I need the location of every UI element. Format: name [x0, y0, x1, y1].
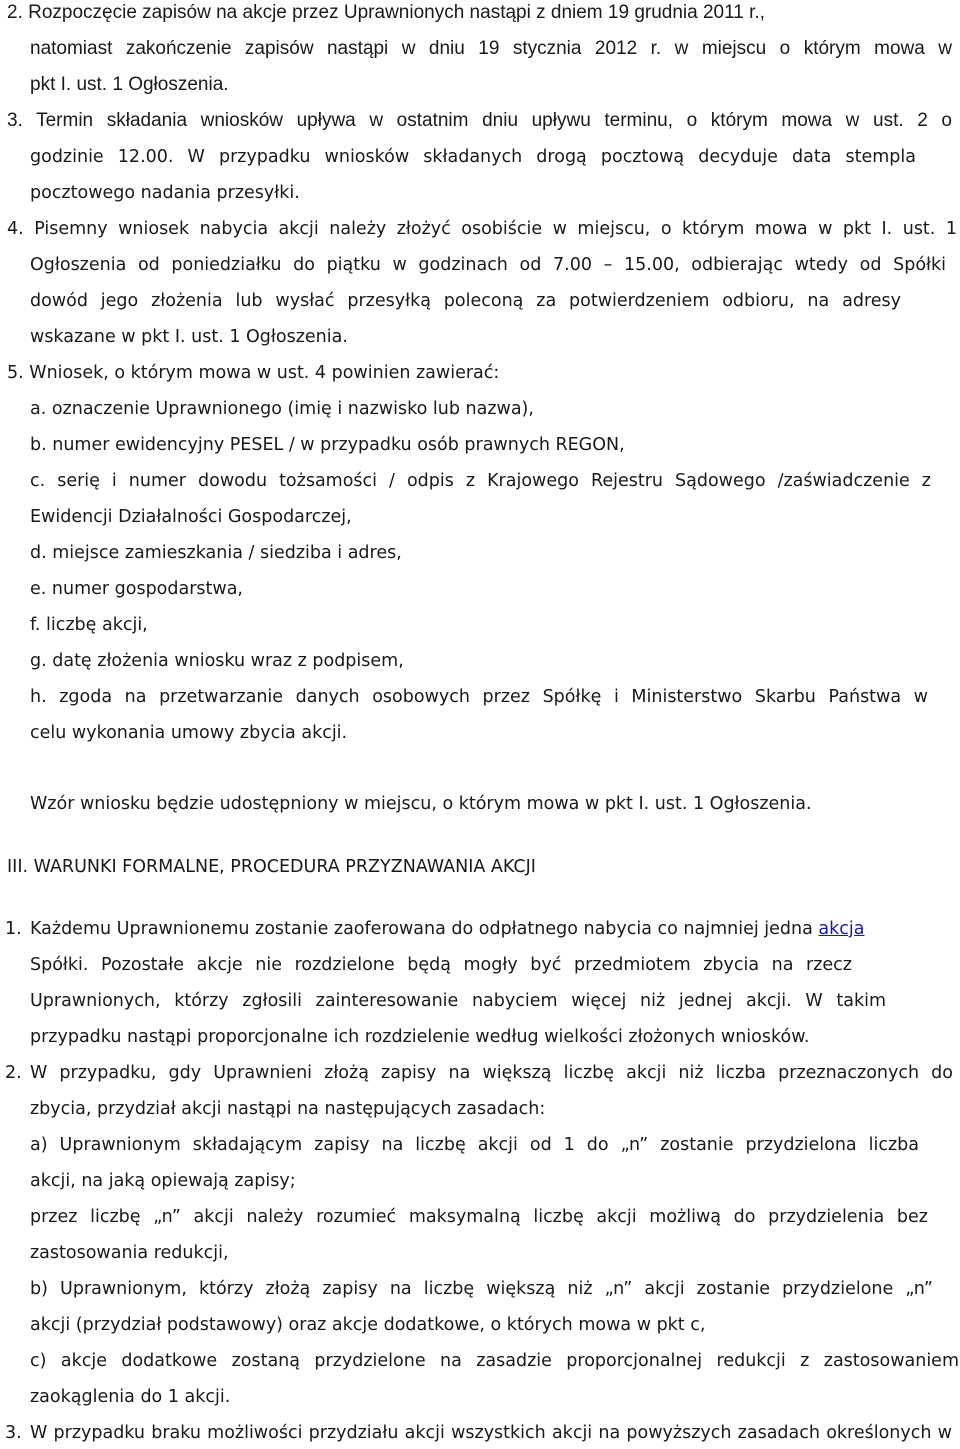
text-line: pkt I. ust. 1 Ogłoszenia.	[30, 74, 229, 95]
text-line: 3. Termin składania wniosków upływa w ostatnim dniu upływu terminu, o którym mowa w ust. 2 o	[7, 110, 952, 131]
text-line: zaokąglenia do 1 akcji.	[30, 1387, 231, 1407]
text-line: akcji (przydział podstawowy) oraz akcje dodatkowe, o których mowa w pkt c,	[30, 1315, 706, 1335]
text-line: 5. Wniosek, o którym mowa w ust. 4 powinien zawierać:	[7, 363, 500, 383]
section-heading: III. WARUNKI FORMALNE, PROCEDURA PRZYZNAWANIA AKCJI	[7, 857, 536, 877]
text-line: zastosowania redukcji,	[30, 1243, 229, 1263]
text-line-part: Każdemu Uprawnionemu zostanie zaoferowana do odpłatnego nabycia co najmniej jedna	[30, 919, 813, 939]
text-line: W przypadku braku możliwości przydziału akcji wszystkich akcji na powyższych zasadach określonych w	[30, 1423, 952, 1443]
text-line: a) Uprawnionym składającym zapisy na liczbę akcji od 1 do „n” zostanie przydzielona liczba	[30, 1135, 919, 1155]
text-line: W przypadku, gdy Uprawnieni złożą zapisy na większą liczbę akcji niż liczba przeznaczonych do	[30, 1063, 953, 1083]
text-line: f. liczbę akcji,	[30, 615, 148, 635]
text-line: wskazane w pkt I. ust. 1 Ogłoszenia.	[30, 327, 348, 347]
text-line: akcji, na jaką opiewają zapisy;	[30, 1171, 296, 1191]
text-line	[30, 917, 952, 941]
akcja-link[interactable]: akcja	[818, 919, 865, 939]
list-number: 1.	[5, 919, 22, 939]
text-line: e. numer gospodarstwa,	[30, 579, 243, 599]
text-line: dowód jego złożenia lub wysłać przesyłką poleconą za potwierdzeniem odbioru, na adresy	[30, 291, 901, 311]
text-line: 4. Pisemny wniosek nabycia akcji należy złożyć osobiście w miejscu, o którym mowa w pkt I. ust. 1	[7, 219, 957, 239]
text-line: c) akcje dodatkowe zostaną przydzielone na zasadzie proporcjonalnej redukcji z zastosowaniem	[30, 1351, 959, 1371]
text-line: przypadku nastąpi proporcjonalne ich rozdzielenie według wielkości złożonych wniosków.	[30, 1027, 810, 1047]
text-line: celu wykonania umowy zbycia akcji.	[30, 723, 348, 743]
text-line: c. serię i numer dowodu tożsamości / odpis z Krajowego Rejestru Sądowego /zaświadczenie z	[30, 471, 931, 491]
text-line: a. oznaczenie Uprawnionego (imię i nazwisko lub nazwa),	[30, 399, 534, 419]
text-line: b. numer ewidencyjny PESEL / w przypadku osób prawnych REGON,	[30, 435, 625, 455]
text-line: Wzór wniosku będzie udostępniony w miejscu, o którym mowa w pkt I. ust. 1 Ogłoszenia.	[30, 794, 812, 814]
list-number: 2.	[5, 1063, 22, 1083]
text-line: Ewidencji Działalności Gospodarczej,	[30, 507, 352, 527]
text-line: Spółki. Pozostałe akcje nie rozdzielone będą mogły być przedmiotem zbycia na rzecz	[30, 955, 852, 975]
text-line: g. datę złożenia wniosku wraz z podpisem,	[30, 651, 404, 671]
text-line: zbycia, przydział akcji nastąpi na następujących zasadach:	[30, 1099, 546, 1119]
text-line: d. miejsce zamieszkania / siedziba i adres,	[30, 543, 402, 563]
text-line: pocztowego nadania przesyłki.	[30, 183, 300, 203]
text-line: b) Uprawnionym, którzy złożą zapisy na liczbę większą niż „n” akcji zostanie przydzielone „n”	[30, 1279, 933, 1299]
text-line: 2. Rozpoczęcie zapisów na akcje przez Uprawnionych nastąpi z dniem 19 grudnia 2011 r.,	[7, 2, 765, 23]
text-line: przez liczbę „n” akcji należy rozumieć maksymalną liczbę akcji możliwą do przydzielenia bez	[30, 1207, 928, 1227]
list-number: 3.	[5, 1423, 22, 1443]
text-line: godzinie 12.00. W przypadku wniosków składanych drogą pocztową decyduje data stempla	[30, 147, 916, 167]
text-line: Ogłoszenia od poniedziałku do piątku w godzinach od 7.00 – 15.00, odbierając wtedy od Spółki	[30, 255, 946, 275]
text-line: natomiast zakończenie zapisów nastąpi w dniu 19 stycznia 2012 r. w miejscu o którym mowa w	[30, 38, 952, 59]
text-line: Uprawnionych, którzy zgłosili zainteresowanie nabyciem więcej niż jednej akcji. W takim	[30, 991, 886, 1011]
text-line: h. zgoda na przetwarzanie danych osobowych przez Spółkę i Ministerstwo Skarbu Państwa w	[30, 687, 928, 707]
